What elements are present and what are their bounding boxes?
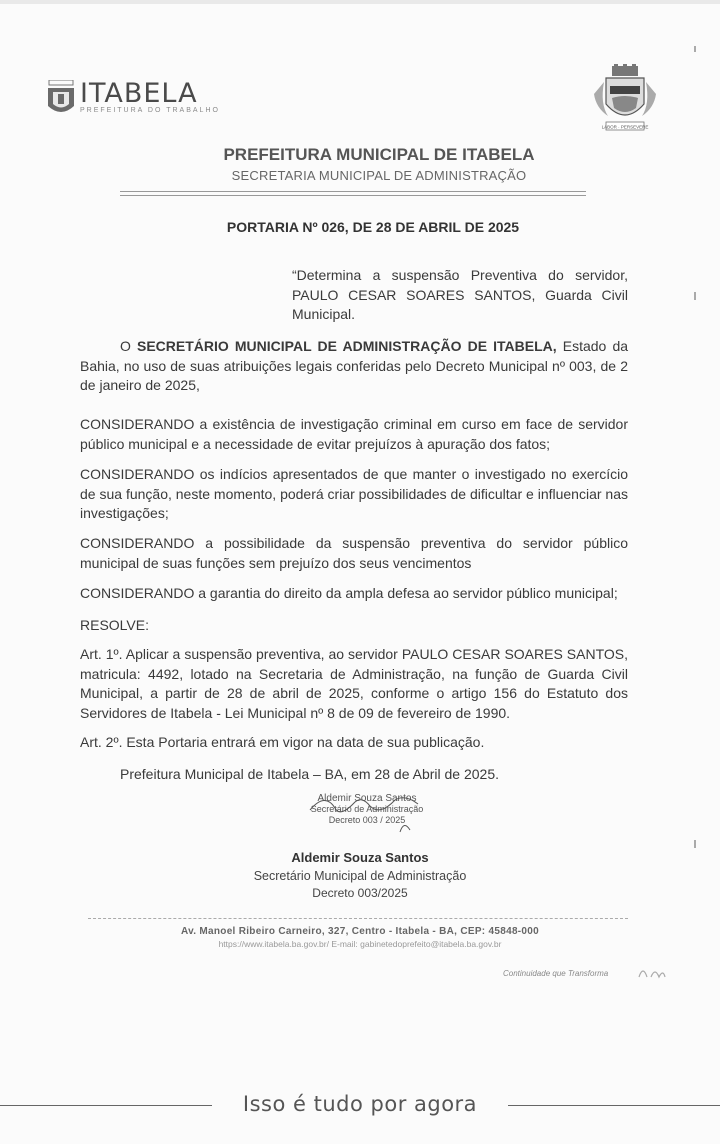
logo-name: ITABELA [80,78,198,109]
footer-address: Av. Manoel Ribeiro Carneiro, 327, Centro - Itabela - BA, CEP: 45848-000 [180,926,540,937]
top-edge [0,0,720,4]
coat-of-arms-icon [590,64,660,136]
logo-subtitle: PREFEITURA DO TRABALHO [80,107,220,114]
considerando-3: CONSIDERANDO a possibilidade da suspensão preventiva do servidor público municipal de suas funções sem prejuízo dos seus vencimentos [80,535,628,571]
footer-slogan: Continuidade que Transforma [503,969,609,978]
intro-prefix: O [120,338,137,354]
header-subtitle: SECRETARIA MUNICIPAL DE ADMINISTRAÇÃO [231,168,527,183]
considerando-4: CONSIDERANDO a garantia do direito da ampla defesa ao servidor público municipal; [80,585,618,601]
signature-stamp [302,793,432,826]
itabela-emblem-icon [46,80,76,118]
stamp-name: Aldemir Souza Santos [317,793,417,804]
signatory-role: Secretário Municipal de Administração [253,869,467,883]
header-divider [120,191,586,192]
itabela-logo [46,80,220,118]
intro-paragraph [80,337,628,396]
scan-mark [694,46,696,52]
footer-divider [88,918,628,919]
scan-mark [694,292,696,300]
footer-web: https://www.itabela.ba.gov.br/ E-mail: gabinetedoprefeito@itabela.ba.gov.br [218,939,502,949]
portaria-title: PORTARIA Nº 026, DE 28 DE ABRIL DE 2025 [226,219,520,235]
caption-text: Isso é tudo por agora [242,1092,478,1116]
stamp-decree: Decreto 003 / 2025 [328,815,406,825]
stamp-role: Secretário de Administração [310,804,424,814]
considerando-1: CONSIDERANDO a existência de investigação criminal em curso em face de servidor público municipal e a necessidade de evitar prejuízos à apuração dos fatos; [80,416,628,452]
intro-bold: SECRETÁRIO MUNICIPAL DE ADMINISTRAÇÃO DE ITABELA, [137,338,557,354]
ementa: “Determina a suspensão Preventiva do servidor, PAULO CESAR SOARES SANTOS, Guarda Civil Municipal. [292,267,628,322]
place-date: Prefeitura Municipal de Itabela – BA, em 28 de Abril de 2025. [120,766,500,782]
scan-mark [694,840,696,848]
article-2: Art. 2º. Esta Portaria entrará em vigor na data de sua publicação. [80,734,485,750]
signatory-decree: Decreto 003/2025 [312,886,408,900]
resolve-label: RESOLVE: [80,617,149,633]
header-divider-2 [120,195,586,196]
slogan-logo-icon [637,965,667,979]
considerando-2: CONSIDERANDO os indícios apresentados de que manter o investigado no exercício de sua função, neste momento, poderá criar possibilidades de dificultar e influenciar nas investigações; [80,466,628,521]
header-title: PREFEITURA MUNICIPAL DE ITABELA [223,145,535,164]
article-1: Art. 1º. Aplicar a suspensão preventiva, ao servidor PAULO CESAR SOARES SANTOS, matricula: 4492, lotado na Secretaria de Administração, na função de Guarda Civil Municipal, a partir de 28 de abril de 2025, conforme o artigo 156 do Estatuto dos Servidores de Itabela - Lei Municipal nº 8 de 09 de fevereiro de 1990. [80,646,628,721]
signatory-name: Aldemir Souza Santos [291,850,429,865]
intro-rest: Estado da Bahia, no uso de suas atribuições legais conferidas pelo Decreto Municipal nº 003, de 2 de janeiro de 2025, [80,338,629,393]
seal-motto: LABOR · PERSEVERE [601,124,649,130]
